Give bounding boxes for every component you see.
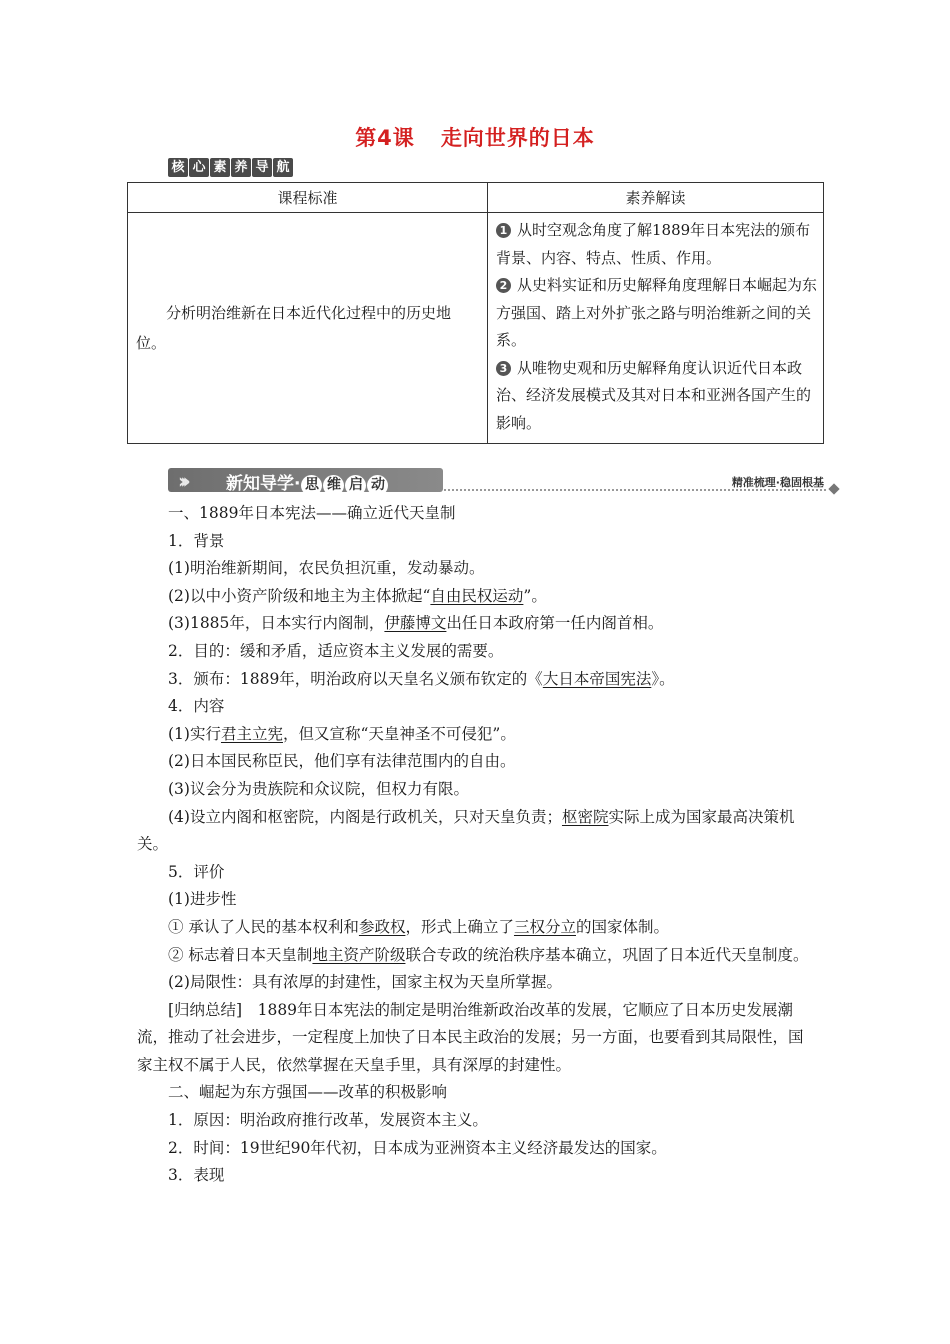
diamond-icon [828,483,839,494]
curriculum-standard-text: 分析明治维新在日本近代化过程中的历史地位。 [136,304,452,352]
paragraph: (1)明治维新期间，农民负担沉重，发动暴动。 [168,559,485,578]
number-circle-icon: 1 [496,223,511,238]
summary-paragraph: [归纳总结] 1889年日本宪法的制定是明治维新政治改革的发展，它顺应了日本历史发展潮流，推动了社会进步，一定程度上加快了日本民主政治的发展；另一方面，也要看到其局限性，国家主权不属于人民，依然掌握在天皇手里，具有深厚的封建性。 [137,1000,804,1074]
paragraph: (3)1885年，日本实行内阁制，伊藤博文出任日本政府第一任内阁首相。 [168,614,664,633]
number-circle-icon: 3 [496,361,511,376]
key-term: 三权分立 [513,917,576,936]
subheading: 3．表现 [168,1166,225,1185]
subheading: (1)进步性 [168,890,237,909]
section-banner [168,466,840,496]
paragraph: ② 标志着日本天皇制地主资产阶级联合专政的统治秩序基本确立，巩固了日本近代天皇制度。 [168,945,809,964]
key-term: 君主立宪 [220,724,283,743]
key-term: 大日本帝国宪法 [542,669,652,688]
badge-char: 素 [210,158,230,177]
paragraph: 2．时间：19世纪90年代初，日本成为亚洲资本主义经济最发达的国家。 [168,1138,667,1157]
paragraph: (4)设立内阁和枢密院，内阁是行政机关，只对天皇负责；枢密院实际上成为国家最高决策机关。 [137,807,795,854]
subheading: 4．内容 [168,697,225,716]
paragraph: (2)以中小资产阶级和地主为主体掀起“自由民权运动”。 [168,586,547,605]
subheading: 5．评价 [168,862,225,881]
lesson-name: 走向世界的日本 [440,126,595,150]
literacy-text: 从唯物史观和历史解释角度认识近代日本政治、经济发展模式及其对日本和亚洲各国产生的影响。 [496,358,812,432]
badge-char: 核 [168,158,188,177]
literacy-text: 从史料实证和历史解释角度理解日本崛起为东方强国、踏上对外扩张之路与明治维新之间的关系。 [496,276,818,349]
key-term: 枢密院 [561,807,609,826]
page-title [0,122,950,152]
section-heading: 二、崛起为东方强国——改革的积极影响 [168,1083,448,1102]
banner-circle-char: 思 [301,475,322,496]
paragraph: 3．颁布：1889年，明治政府以天皇名义颁布钦定的《大日本帝国宪法》。 [168,669,675,688]
key-term: 地主资产阶级 [312,945,406,964]
literacy-interpretation-header: 素养解读 [488,183,824,213]
badge-char: 导 [252,158,272,177]
literacy-interpretation-cell [488,213,824,444]
paragraph: (2)局限性：具有浓厚的封建性，国家主权为天皇所掌握。 [168,973,562,992]
curriculum-standard-cell [128,213,488,444]
paragraph: 2．目的：缓和矛盾，适应资本主义发展的需要。 [168,641,504,660]
badge-char: 养 [231,158,251,177]
paragraph: ① 承认了人民的基本权利和参政权，形式上确立了三权分立的国家体制。 [168,917,669,936]
paragraph: 1．原因：明治政府推行改革，发展资本主义。 [168,1111,488,1130]
literacy-text: 从时空观念角度了解1889年日本宪法的颁布背景、内容、特点、性质、作用。 [496,221,811,267]
banner-circle-char: 启 [345,475,366,496]
banner-circle-char: 动 [367,475,388,496]
paragraph: (3)议会分为贵族院和众议院，但权力有限。 [168,779,469,798]
key-term: 参政权 [358,917,406,936]
curriculum-standard-header: 课程标准 [128,183,488,213]
banner-title-text: 新知导学· [226,474,301,494]
badge-char: 心 [189,158,209,177]
key-term: 自由民权运动 [430,586,524,605]
literacy-item [496,217,817,272]
core-literacy-table [127,182,824,444]
lesson-content [137,500,817,1190]
paragraph: (2)日本国民称臣民，他们享有法律范围内的自由。 [168,752,516,771]
literacy-item [496,272,817,355]
number-circle-icon: 2 [496,278,511,293]
core-literacy-badge [168,158,293,177]
double-chevron-icon: ››› [178,469,185,493]
banner-title [226,469,388,496]
badge-char: 航 [273,158,293,177]
lesson-number: 第4课 [355,126,415,150]
paragraph: (1)实行君主立宪，但又宣称“天皇神圣不可侵犯”。 [168,724,516,743]
banner-subtitle: 精准梳理·稳固根基 [731,476,824,489]
subheading: 1．背景 [168,531,225,550]
literacy-item [496,355,817,438]
banner-circle-char: 维 [323,475,344,496]
section-heading: 一、1889年日本宪法——确立近代天皇制 [168,504,456,522]
key-term: 伊藤博文 [384,614,447,633]
